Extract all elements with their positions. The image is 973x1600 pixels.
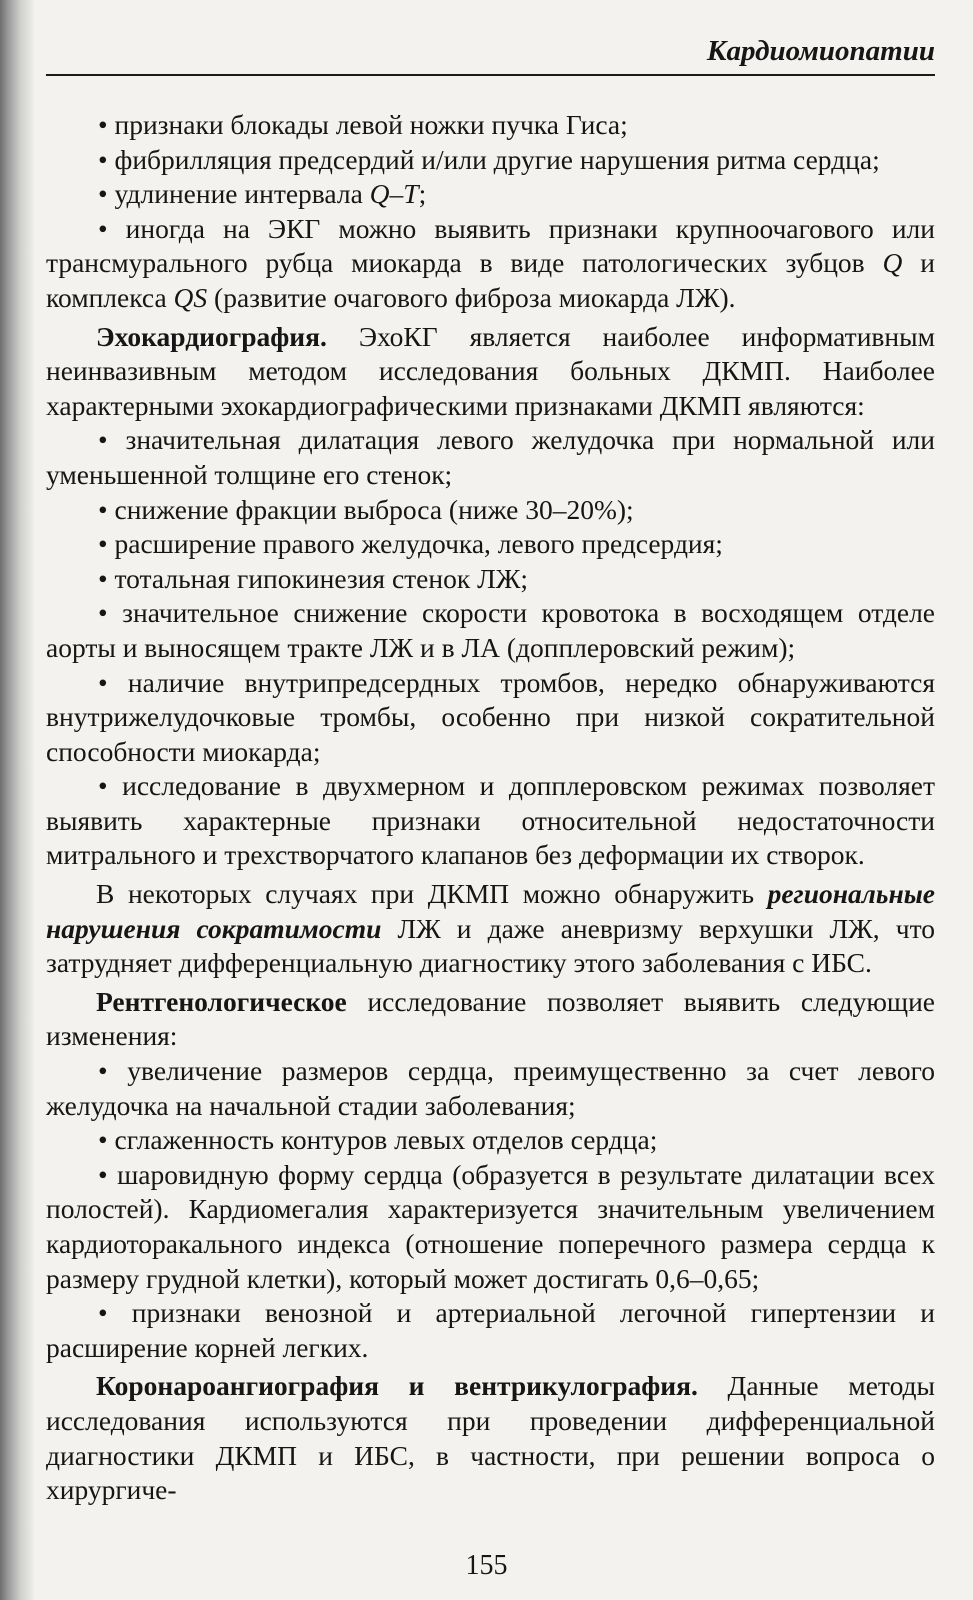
paragraph-text: исследование позволяет выявить следующие изменения: xyxy=(46,985,935,1052)
bullet-text: • шаровидную форму сердца (образуется в результате дилатации всех полостей). Кардиомегалия характеризуется значительным увеличением кардиоторакального индекса (отношение поперечного размера сердца к размеру грудной клетки), который может достигать 0,6–0,65; xyxy=(46,1158,935,1294)
bullet-text: • тотальная гипокинезия стенок ЛЖ; xyxy=(98,562,529,594)
bullet-item xyxy=(46,108,935,143)
bullet-text: • исследование в двухмерном и допплеровском режимах позволяет выявить характерные признаки относительной недостаточности митрального и трехстворчатого клапанов без деформации их створок. xyxy=(46,770,935,871)
bullet-item xyxy=(46,596,935,665)
italic-term: Q–T xyxy=(369,178,419,210)
paragraph-regional xyxy=(46,877,935,981)
bullet-item xyxy=(46,1054,935,1123)
bullet-item xyxy=(46,423,935,492)
bullet-item xyxy=(46,562,935,597)
bullet-text: • снижение фракции выброса (ниже 30–20%); xyxy=(98,493,634,525)
bullet-item xyxy=(46,493,935,528)
section-heading: Эхокардиография. xyxy=(96,320,327,352)
paragraph-text: ЭхоКГ является наиболее информативным неинвазивным методом исследования больных ДКМП. Наиболее характерными эхокардиографическими признаками ДКМП являются: xyxy=(46,320,935,421)
bullet-text: ; xyxy=(418,178,427,210)
running-header-title: Кардиомиопатии xyxy=(706,35,935,67)
italic-term: региональные нарушения сократимости xyxy=(46,878,935,944)
bullet-text: • иногда на ЭКГ можно выявить признаки крупноочагового или трансмурального рубца миокарда в виде патологических зубцов xyxy=(46,212,935,279)
section-heading: Коронароангиография и вентрикулография. xyxy=(96,1370,698,1402)
italic-term: QS xyxy=(173,281,208,313)
italic-term: Q xyxy=(882,247,903,279)
bullet-text: • значительная дилатация левого желудочка при нормальной или уменьшенной толщине его стенок; xyxy=(46,424,935,490)
bullet-item xyxy=(46,143,935,178)
bullet-item xyxy=(46,666,935,770)
bullet-text: • наличие внутрипредсердных тромбов, нередко обнаруживаются внутрижелудочковые тромбы, особенно при низкой сократительной способности миокарда; xyxy=(46,666,935,767)
page-body xyxy=(46,108,935,1508)
bullet-item xyxy=(46,769,935,873)
bullet-item xyxy=(46,1123,935,1158)
bullet-text: • сглаженность контуров левых отделов сердца; xyxy=(98,1124,658,1156)
bullet-item xyxy=(46,1158,935,1296)
bullet-item xyxy=(46,177,935,212)
bullet-text: • признаки венозной и артериальной легочной гипертензии и расширение корней легких. xyxy=(46,1297,935,1363)
bullet-text: • значительное снижение скорости кровотока в восходящем отделе аорты и выносящем тракте ЛЖ и в ЛА (допплеровский режим); xyxy=(46,597,935,663)
page-number: 155 xyxy=(465,1550,508,1581)
paragraph-text: ЛЖ и даже аневризму верхушки ЛЖ, что затрудняет дифференциальную диагностику этого заболевания с ИБС. xyxy=(46,912,935,979)
bullet-item xyxy=(46,1296,935,1365)
section-paragraph-coronary xyxy=(46,1369,935,1507)
paragraph-text: В некоторых случаях при ДКМП можно обнаружить xyxy=(96,878,768,910)
running-header xyxy=(46,28,935,76)
bullet-item xyxy=(46,212,935,316)
section-paragraph-xray xyxy=(46,985,935,1054)
bullet-text: (развитие очагового фиброза миокарда ЛЖ). xyxy=(207,281,736,313)
bullet-text: • увеличение размеров сердца, преимущественно за счет левого желудочка на начальной стадии заболевания; xyxy=(46,1055,935,1121)
bullet-text: • удлинение интервала xyxy=(98,178,370,210)
section-heading: Рентгенологическое xyxy=(96,985,347,1017)
bullet-text: и комплекса xyxy=(46,247,935,313)
bullet-text: • фибрилляция предсердий и/или другие нарушения ритма сердца; xyxy=(98,143,880,175)
section-paragraph-echo xyxy=(46,320,935,424)
bullet-item xyxy=(46,527,935,562)
paragraph-text: Данные методы исследования используются при проведении дифференциальной диагностики ДКМП и ИБС, в частности, при решении вопроса о хирургиче- xyxy=(46,1370,935,1506)
bullet-text: • признаки блокады левой ножки пучка Гиса; xyxy=(98,109,628,140)
book-spine-shadow xyxy=(0,0,34,1600)
bullet-text: • расширение правого желудочка, левого предсердия; xyxy=(98,528,723,560)
